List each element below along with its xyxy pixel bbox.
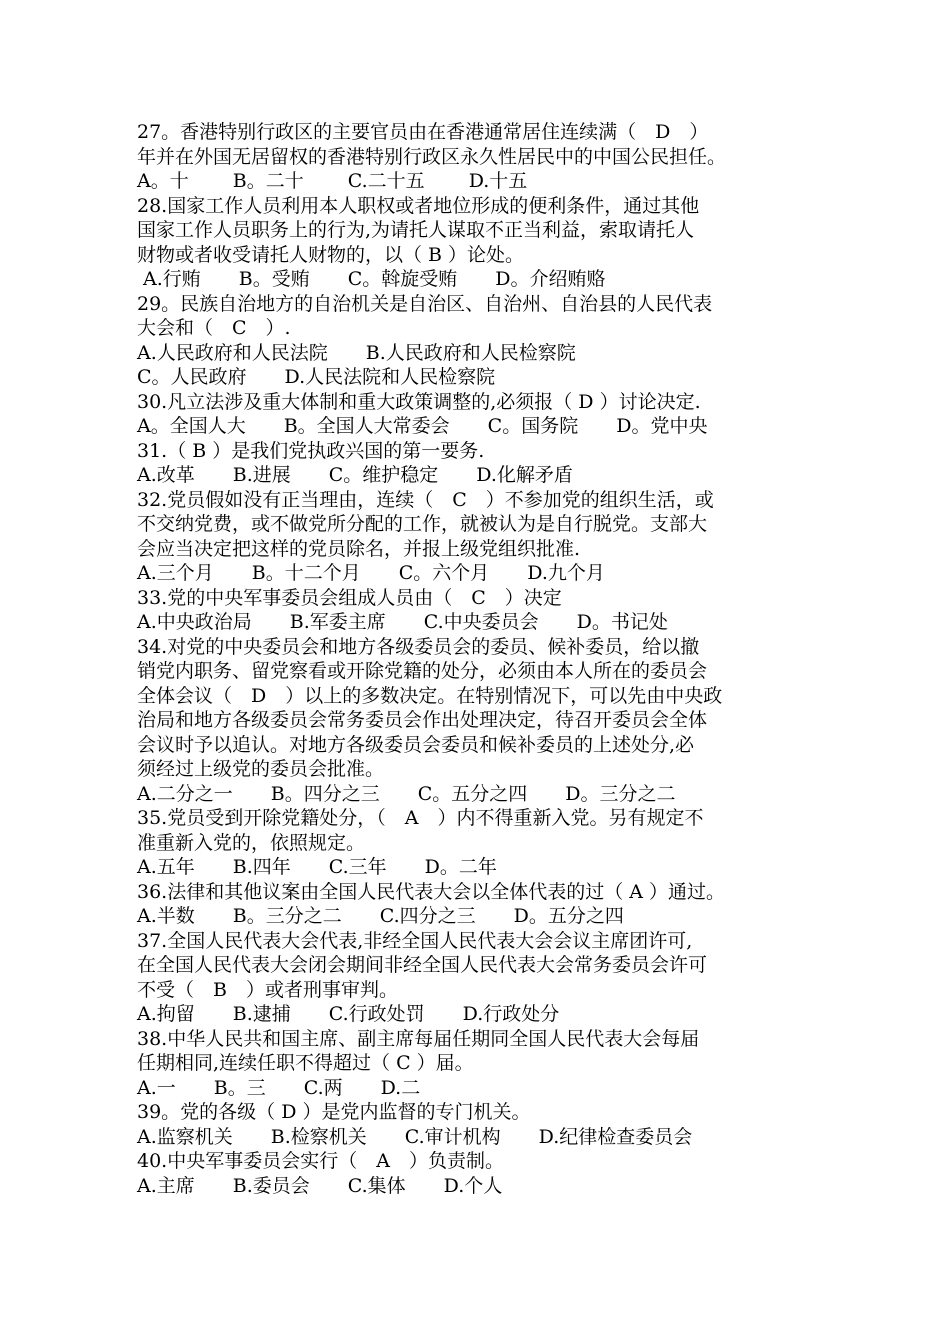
text-line: A。十 B。二十 C.二十五 D.十五 [137, 170, 528, 192]
text-line: 任期相同,连续任职不得超过（ C ）届。 [137, 1052, 474, 1074]
text-line: 27。香港特别行政区的主要官员由在香港通常居住连续满（ D ） [137, 121, 709, 143]
text-line: A。全国人大 B。全国人大常委会 C。国务院 D。党中央 [137, 415, 708, 437]
text-line: A.改革 B.进展 C。维护稳定 D.化解矛盾 [137, 464, 573, 486]
text-line: 32.党员假如没有正当理由，连续（ C ）不参加党的组织生活，或 [137, 488, 714, 511]
text-line: 28.国家工作人员利用本人职权或者地位形成的便利条件，通过其他 [137, 194, 700, 217]
text-line: A.主席 B.委员会 C.集体 D.个人 [137, 1174, 503, 1197]
text-line: 销党内职务、留党察看或开除党籍的处分，必须由本人所在的委员会 [137, 660, 708, 682]
text-line: 治局和地方各级委员会常务委员会作出处理决定，待召开委员会全体 [137, 709, 708, 731]
text-line: 全体会议（ D ）以上的多数决定。在特别情况下，可以先由中央政 [137, 684, 723, 707]
text-line: 38.中华人民共和国主席、副主席每届任期同全国人民代表大会每届 [137, 1027, 700, 1050]
text-line: A.五年 B.四年 C.三年 D。二年 [137, 856, 497, 878]
text-line: 37.全国人民代表大会代表,非经全国人民代表大会会议主席团许可, [137, 929, 693, 952]
text-line: A.三个月 B。十二个月 C。六个月 D.九个月 [137, 562, 605, 584]
text-line: A.行贿 B。受贿 C。斡旋受贿 D。介绍贿赂 [137, 268, 606, 290]
text-line: A.人民政府和人民法院 B.人民政府和人民检察院 [137, 341, 576, 364]
text-line: 不受（ B ）或者刑事审判。 [137, 978, 398, 1001]
document-page [137, 120, 827, 1198]
text-line: 国家工作人员职务上的行为,为请托人谋取不正当利益，索取请托人 [137, 219, 695, 241]
text-line: 在全国人民代表大会闭会期间非经全国人民代表大会常务委员会许可 [137, 954, 708, 976]
text-line: 不交纳党费，或不做党所分配的工作，就被认为是自行脱党。支部大 [137, 513, 708, 535]
text-line: 大会和（ C ）. [137, 317, 291, 339]
text-line: 39。党的各级（ D ）是党内监督的专门机关。 [137, 1101, 531, 1123]
text-line: 会议时予以追认。对地方各级委员会委员和候补委员的上述处分,必 [137, 733, 695, 756]
text-line: 36.法律和其他议案由全国人民代表大会以全体代表的过（ A ）通过。 [137, 880, 726, 903]
text-line: 会应当决定把这样的党员除名，并报上级党组织批准. [137, 537, 581, 560]
text-line: 33.党的中央军事委员会组成人员由（ C ）决定 [137, 586, 562, 609]
text-line: 34.对党的中央委员会和地方各级委员会的委员、候补委员，给以撤 [137, 635, 700, 658]
text-line: A.一 B。三 C.两 D.二 [137, 1076, 421, 1099]
text-line: 31.（ B ）是我们党执政兴国的第一要务. [137, 439, 485, 462]
text-line: A.半数 B。三分之二 C.四分之三 D。五分之四 [137, 905, 624, 927]
text-line: C。人民政府 D.人民法院和人民检察院 [137, 366, 496, 388]
text-line: 40.中央军事委员会实行（ A ）负责制。 [137, 1150, 504, 1172]
text-line: 年并在外国无居留权的香港特别行政区永久性居民中的中国公民担任。 [137, 145, 727, 168]
text-line: A.二分之一 B。四分之三 C。五分之四 D。三分之二 [137, 782, 676, 805]
text-line: 须经过上级党的委员会批准。 [137, 758, 385, 780]
text-line: 29。民族自治地方的自治机关是自治区、自治州、自治县的人民代表 [137, 292, 713, 315]
text-line: A.拘留 B.逮捕 C.行政处罚 D.行政处分 [137, 1003, 560, 1025]
text-line: 准重新入党的，依照规定。 [137, 831, 366, 854]
text-line: 财物或者收受请托人财物的，以（ B ）论处。 [137, 243, 525, 266]
text-line: A.中央政治局 B.军委主席 C.中央委员会 D。书记处 [137, 611, 668, 633]
text-line: 30.凡立法涉及重大体制和重大政策调整的,必须报（ D ）讨论决定. [137, 390, 701, 413]
text-line: 35.党员受到开除党籍处分，（ A ）内不得重新入党。另有规定不 [137, 807, 704, 829]
text-line: A.监察机关 B.检察机关 C.审计机构 D.纪律检查委员会 [137, 1125, 693, 1148]
